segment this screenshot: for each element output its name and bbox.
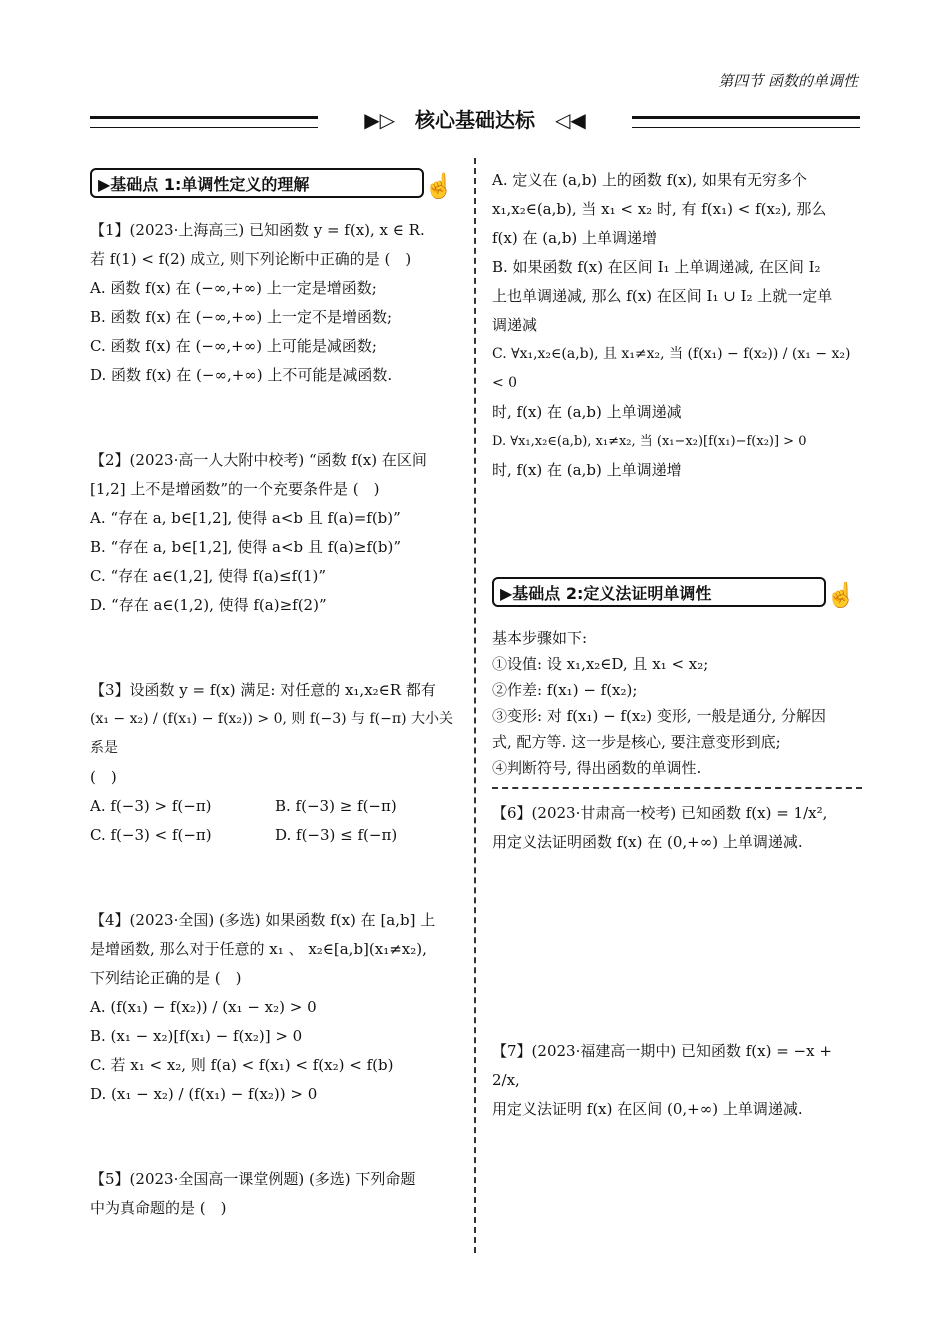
q5-option-b-1: B. 如果函数 f(x) 在区间 I₁ 上单调递减, 在区间 I₂ — [492, 258, 821, 276]
question-3 — [90, 676, 460, 850]
q5-option-b-2: 上也单调递减, 那么 f(x) 在区间 I₁ ∪ I₂ 上就一定单 — [492, 287, 833, 305]
q1-stem-1: 【1】(2023·上海高三) 已知函数 y = f(x), x ∈ R. — [90, 221, 425, 239]
q3-option-c: C. f(−3) < f(−π) — [90, 826, 212, 844]
question-5-stem — [90, 1165, 460, 1223]
step-2: ②作差: f(x₁) − f(x₂); — [492, 681, 638, 699]
q4-option-c: C. 若 x₁ < x₂, 则 f(a) < f(x₁) < f(x₂) < f(b) — [90, 1056, 394, 1074]
steps-divider — [492, 787, 862, 789]
q5-option-c-1: C. ∀x₁,x₂∈(a,b), 且 x₁≠x₂, 当 (f(x₁) − f(x₂)) / (x₁ − x₂) < 0 — [492, 346, 851, 391]
q5-option-a-3: f(x) 在 (a,b) 上单调递增 — [492, 229, 658, 247]
q5-option-a-1: A. 定义在 (a,b) 上的函数 f(x), 如果有无穷多个 — [492, 171, 807, 189]
column-divider — [474, 158, 476, 1253]
section-title: ▶▷ 核心基础达标 ◁◀ — [364, 108, 586, 132]
section-header-2 — [492, 577, 862, 611]
q5-stem-1: 【5】(2023·全国高一课堂例题) (多选) 下列命题 — [90, 1170, 416, 1188]
q1-option-b: B. 函数 f(x) 在 (−∞,+∞) 上一定不是增函数; — [90, 308, 393, 326]
step-1: ①设值: 设 x₁,x₂∈D, 且 x₁ < x₂; — [492, 655, 709, 673]
question-5-options — [492, 166, 862, 485]
section-header-1-label: ▶基础点 1:单调性定义的理解 — [90, 168, 424, 198]
steps-intro: 基本步骤如下: — [492, 629, 588, 647]
q1-option-c: C. 函数 f(x) 在 (−∞,+∞) 上可能是减函数; — [90, 337, 377, 355]
running-head: 第四节 函数的单调性 — [718, 72, 858, 90]
q2-stem-2: [1,2] 上不是增函数”的一个充要条件是 ( ) — [90, 480, 380, 498]
q3-options-row-1 — [90, 792, 460, 821]
step-3b: 式, 配方等. 这一步是核心, 要注意变形到底; — [492, 733, 781, 751]
q7-stem-1: 【7】(2023·福建高一期中) 已知函数 f(x) = −x + 2/x, — [492, 1042, 832, 1089]
pointing-hand-icon: ☝ — [826, 581, 856, 609]
section-header-1 — [90, 168, 460, 202]
q4-option-d: D. (x₁ − x₂) / (f(x₁) − f(x₂)) > 0 — [90, 1085, 318, 1103]
q2-option-a: A. “存在 a, b∈[1,2], 使得 a<b 且 f(a)=f(b)” — [90, 509, 401, 527]
q5-option-b-3: 调递减 — [492, 316, 538, 334]
q1-option-d: D. 函数 f(x) 在 (−∞,+∞) 上不可能是减函数. — [90, 366, 393, 384]
q3-options-row-2 — [90, 821, 460, 850]
q4-option-a: A. (f(x₁) − f(x₂)) / (x₁ − x₂) > 0 — [90, 998, 317, 1016]
q2-stem-1: 【2】(2023·高一人大附中校考) “函数 f(x) 在区间 — [90, 451, 427, 469]
q2-option-d: D. “存在 a∈(1,2), 使得 f(a)≥f(2)” — [90, 596, 327, 614]
q4-option-b: B. (x₁ − x₂)[f(x₁) − f(x₂)] > 0 — [90, 1027, 303, 1045]
q5-option-d-2: 时, f(x) 在 (a,b) 上单调递增 — [492, 461, 682, 479]
q5-stem-2: 中为真命题的是 ( ) — [90, 1199, 227, 1217]
question-2 — [90, 446, 460, 620]
q3-stem-2: (x₁ − x₂) / (f(x₁) − f(x₂)) > 0, 则 f(−3) 与 f(−π) 大小关系是 — [90, 711, 453, 756]
left-column — [90, 168, 460, 1223]
q3-stem-1: 【3】设函数 y = f(x) 满足: 对任意的 x₁,x₂∈R 都有 — [90, 681, 436, 699]
right-column — [492, 166, 862, 1124]
q2-option-b: B. “存在 a, b∈[1,2], 使得 a<b 且 f(a)≥f(b)” — [90, 538, 401, 556]
q3-option-a: A. f(−3) > f(−π) — [90, 797, 212, 815]
q3-option-d: D. f(−3) ≤ f(−π) — [275, 826, 398, 844]
q5-option-a-2: x₁,x₂∈(a,b), 当 x₁ < x₂ 时, 有 f(x₁) < f(x₂), 那么 — [492, 200, 827, 218]
q3-option-b: B. f(−3) ≥ f(−π) — [275, 797, 397, 815]
q2-option-c: C. “存在 a∈(1,2], 使得 f(a)≤f(1)” — [90, 567, 327, 585]
step-3a: ③变形: 对 f(x₁) − f(x₂) 变形, 一般是通分, 分解因 — [492, 707, 826, 725]
question-4 — [90, 906, 460, 1109]
q7-stem-2: 用定义法证明 f(x) 在区间 (0,+∞) 上单调递减. — [492, 1100, 803, 1118]
q5-option-d-1: D. ∀x₁,x₂∈(a,b), x₁≠x₂, 当 (x₁−x₂)[f(x₁)−f(x₂)] > 0 — [492, 434, 807, 449]
question-7 — [492, 1037, 862, 1124]
q1-option-a: A. 函数 f(x) 在 (−∞,+∞) 上一定是增函数; — [90, 279, 377, 297]
q5-option-c-2: 时, f(x) 在 (a,b) 上单调递减 — [492, 403, 682, 421]
question-1 — [90, 216, 460, 390]
q4-stem-1: 【4】(2023·全国) (多选) 如果函数 f(x) 在 [a,b] 上 — [90, 911, 436, 929]
pointing-hand-icon: ☝ — [424, 172, 454, 200]
section-header-2-label: ▶基础点 2:定义法证明单调性 — [492, 577, 826, 607]
section-title-bar — [90, 104, 860, 136]
step-4: ④判断符号, 得出函数的单调性. — [492, 759, 702, 777]
question-6 — [492, 799, 862, 857]
q4-stem-2: 是增函数, 那么对于任意的 x₁ 、 x₂∈[a,b](x₁≠x₂), — [90, 940, 427, 958]
title-rule-right — [632, 116, 860, 128]
q4-stem-3: 下列结论正确的是 ( ) — [90, 969, 242, 987]
q1-stem-2: 若 f(1) < f(2) 成立, 则下列论断中正确的是 ( ) — [90, 250, 412, 268]
q6-stem-1: 【6】(2023·甘肃高一校考) 已知函数 f(x) = 1/x², — [492, 804, 828, 822]
proof-steps — [492, 625, 862, 781]
q3-stem-3: ( ) — [90, 768, 117, 786]
q6-stem-2: 用定义法证明函数 f(x) 在 (0,+∞) 上单调递减. — [492, 833, 803, 851]
